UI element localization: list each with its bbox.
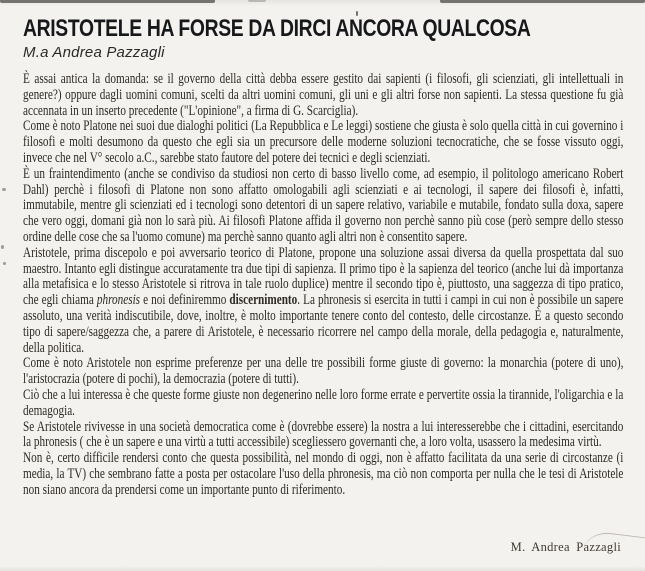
text-segment: Aristotele, prima discepolo e poi avversario teorico di Platone, propone una soluzione assai diversa da quella prospettata dal suo maestro. Intanto egli distingue accuratamente tra due tipi di sapienza. Il primo tipo è la sapienza del teorico (anche lui dà importanza alla metafisica e lo stesso Aristotele si ritrova in tale ruolo duplice) mentre il secondo tipo è, piuttosto, una saggezza di tipo pratico, che egli chiama [23,244,624,309]
text-segment: Se Aristotele rivivesse in una società democratica come è (dovrebbe essere) la nostra a lui interesserebbe che i cittadini, esercitando la phronesis ( che è un sapere e una virtù a tutti accessibile) scegliessero governanti che, a loro volta, usassero la medesima virtù. [23,418,624,451]
article-byline: M.a Andrea Pazzagli [23,44,165,61]
article-title: ARISTOTELE HA FORSE DA DIRCI ANCORA QUALCOSA [23,15,531,42]
text-segment: È assai antica la domanda: se il governo della città debba essere gestito dai sapienti (i filosofi, gli scienziati, gli intellettuali in genere?) oppure dagli uomini comuni, scelti da altri uomini comuni, gli uni e gli altri forse non sapienti. La stessa questione fu già accennata in un inserto precedente ("L'opinione", a firma di G. Scarciglia). [23,71,624,119]
text-segment: discernimento [229,292,298,309]
paragraph [23,246,623,357]
article-body [23,72,623,499]
article-signature: M. Andrea Pazzagli [510,540,621,554]
paragraph [23,72,623,119]
paragraph [23,167,623,246]
scan-edge-artifact [440,0,645,3]
scan-edge-artifact [0,0,215,3]
text-segment: Come è noto Platone nei suoi due dialoghi politici (La Repubblica e Le leggi) sostiene che giusta è solo quella città in cui governino i filosofi e molti desumono da questo che egli sia un precursore delle moderne soluzioni tecnocratiche, che se fosse vissuto oggi, invece che nel V° secolo a.C., sarebbe stato fautore del potere dei tecnici e degli scienziati. [23,118,624,166]
text-segment: Come è noto Aristotele non esprime preferenze per una delle tre possibili forme giuste di governo: la monarchia (potere di uno), l'aristocrazia (potere di pochi), la democrazia (potere di tutti). [23,355,624,388]
paragraph [23,451,623,498]
paragraph [23,388,623,420]
text-segment: Ciò che a lui interessa è che queste forme giuste non degenerino nelle loro forme errate e pervertite ossia la tirannide, l'oligarchia e la demagogia. [23,386,624,419]
text-segment: Non è, certo difficile rendersi conto che questa possibilità, nel mondo di oggi, non è affatto facilitata da una serie di circostanze (i media, la TV) che sembrano fatte a posta per ostacolare l'uso della phronesis, ma ciò non comporta per nulla che le tesi di Aristotele non siano ancora da prendersi come un importante punto di riferimento. [23,450,624,498]
scan-speck-artifact [3,262,6,265]
text-segment: e noi definiremmo [140,292,230,309]
scan-speck-artifact [1,245,4,249]
scan-edge-artifact [248,0,266,2]
text-segment: . La phronesis si esercita in tutti i campi in cui non è possibile un sapere assoluto, una verità indiscutibile, dove, inoltre, è molto importante tenere conto del contesto, delle circostanze. È a questo secondo tipo di sapere/saggezza che, a parere di Aristotele, è necessario ricorrere nel campo della morale, della pedagogia e, naturalmente, della politica. [23,292,624,356]
paragraph [23,356,623,388]
text-segment: È un fraintendimento (anche se condiviso da studiosi non certo di basso livello come, ad esempio, il politologo americano Robert Dahl) perchè i filosofi di Platone non sono affatto omologabili agli scienziati e ai tecnologi, il sapere dei filosofi è, infatti, immutabile, mentre gli scienziati ed i tecnologi sono detentori di un sapere relativo, variabile e mutabile, fondato sulla doxa, sapere che vero oggi, domani già non lo sarà più. Ai filosofi Platone affida il governo non perchè sanno più cose (però sempre dello stesso ordine delle cose che sa l'uomo comune) ma perchè sanno quanto agli altri non è consentito sapere. [23,165,624,245]
text-segment: phronesis [96,292,141,309]
paragraph [23,420,623,452]
scan-curve-artifact [582,530,645,561]
scan-speck-artifact [2,188,6,191]
paragraph [23,119,623,166]
